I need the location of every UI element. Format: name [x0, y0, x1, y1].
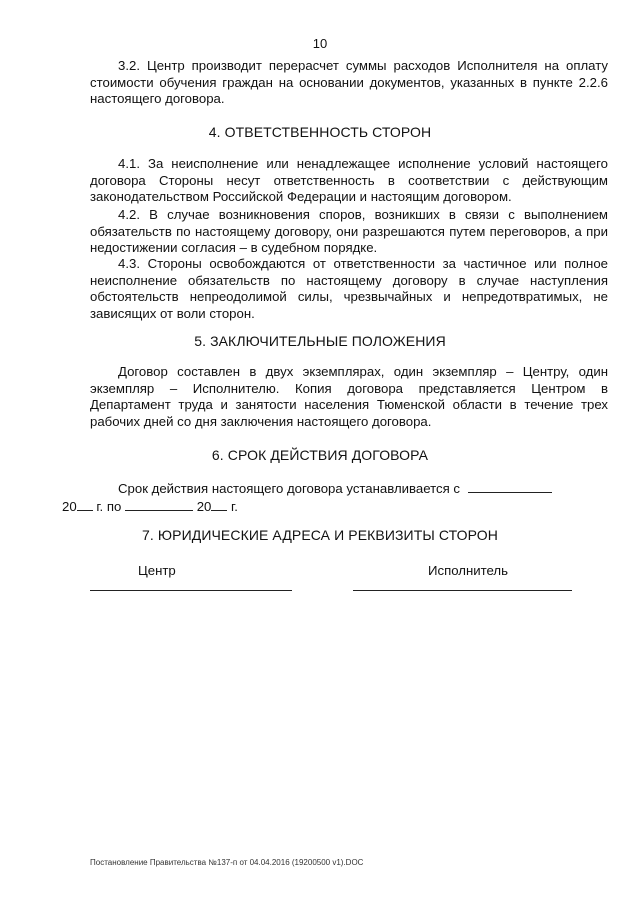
section-4-heading: 4. ОТВЕТСТВЕННОСТЬ СТОРОН	[208, 124, 432, 140]
end-date-blank	[125, 498, 193, 511]
page-number: 10	[312, 36, 328, 51]
term-to: г. по	[96, 498, 122, 514]
section-6-heading: 6. СРОК ДЕЙСТВИЯ ДОГОВОРА	[211, 447, 429, 463]
party-left-signature-line	[90, 590, 292, 591]
end-year-blank	[211, 498, 227, 511]
paragraph-3-2: 3.2. Центр производит перерасчет суммы расходов Исполнителя на оплату стоимости обучения граждан на основании документов, указанных в пункте 2.2.6 настоящего договора.	[90, 58, 608, 106]
start-date-blank	[468, 480, 552, 493]
start-year-blank	[77, 498, 93, 511]
end-year-prefix: 20	[196, 498, 212, 514]
section-5-heading: 5. ЗАКЛЮЧИТЕЛЬНЫЕ ПОЛОЖЕНИЯ	[194, 333, 446, 349]
section-7-heading: 7. ЮРИДИЧЕСКИЕ АДРЕСА И РЕКВИЗИТЫ СТОРОН	[142, 527, 498, 543]
paragraph-4-3: 4.3. Стороны освобождаются от ответственности за частичное или полное неисполнение обязательств по настоящему договору в случае наступления обстоятельств непреодолимой силы, чрезвычайных и непредотвратимых, не зависящих от воли сторон.	[90, 256, 608, 321]
party-left-label: Центр	[138, 563, 176, 578]
term-end: г.	[231, 498, 238, 514]
paragraph-4-2: 4.2. В случае возникновения споров, возникших в связи с выполнением обязательств по настоящему договору, они разрешаются путем переговоров, а при недостижении согласия – в судебном порядке.	[90, 207, 608, 255]
start-year-prefix: 20	[62, 498, 77, 514]
party-right-signature-line	[353, 590, 572, 591]
document-footer: Постановление Правительства №137-п от 04.04.2016 (19200500 v1).DOC	[90, 858, 364, 867]
term-text: Срок действия настоящего договора устанавливается с	[118, 481, 460, 496]
paragraph-6	[62, 480, 608, 515]
paragraph-5: Договор составлен в двух экземплярах, один экземпляр – Центру, один экземпляр – Исполнителю. Копия договора представляется Центром в Департамент труда и занятости населения Тюменской области в течение трех рабочих дней со дня заключения настоящего договора.	[90, 364, 608, 429]
paragraph-4-1: 4.1. За неисполнение или ненадлежащее исполнение условий настоящего договора Стороны несут ответственность в соответствии с действующим законодательством Российской Федерации и настоящим договором.	[90, 156, 608, 204]
party-right-label: Исполнитель	[428, 563, 508, 578]
